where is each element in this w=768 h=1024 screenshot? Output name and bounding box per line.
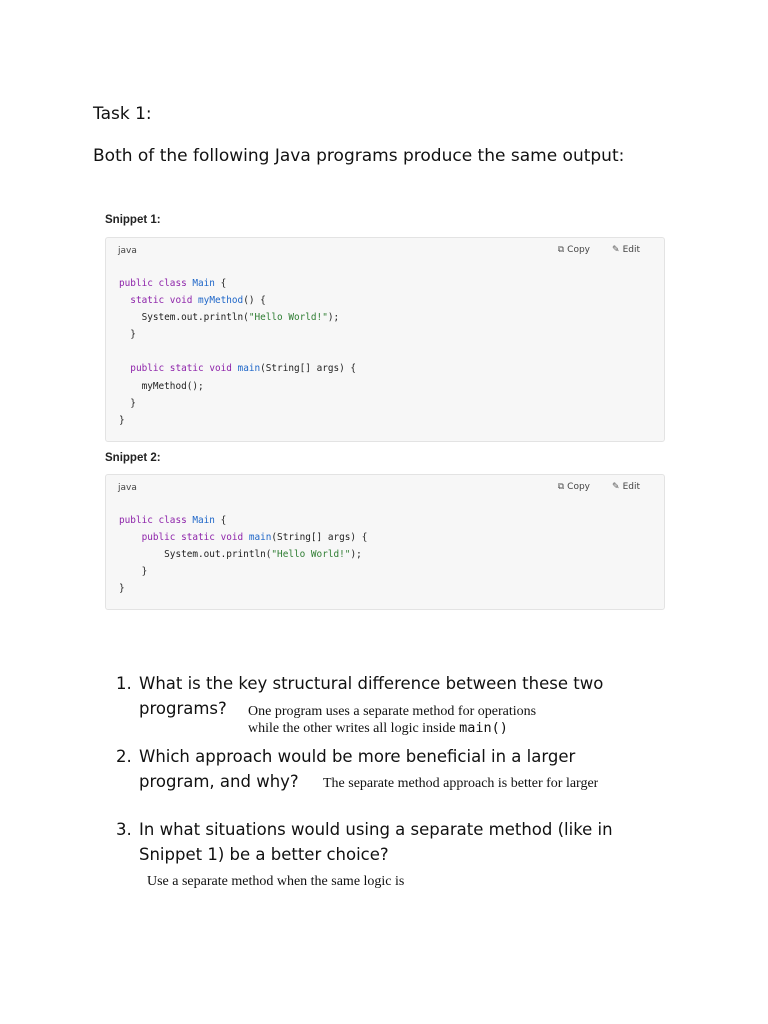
answer-1 [248, 704, 536, 737]
code-line: public static void main(String[] args) { [141, 532, 368, 544]
intro-text: Both of the following Java programs produce the same output: [93, 146, 625, 166]
code-line: } [119, 583, 125, 595]
code-line: static void myMethod() { [130, 295, 266, 307]
copy-label: Copy [567, 482, 591, 492]
edit-label: Edit [622, 245, 640, 255]
copy-button[interactable] [558, 245, 590, 255]
code-line: } [119, 329, 136, 341]
answer-3 [147, 874, 404, 896]
question-text: Which approach would be more beneficial in a larger [139, 747, 576, 766]
copy-icon: ⧉ [557, 245, 565, 255]
edit-icon: ✎ [612, 245, 620, 255]
answer-code: main() [459, 720, 508, 736]
question-text: What is the key structural difference between these two [139, 674, 604, 693]
code-content [119, 275, 356, 429]
answer-text: while the other writes all logic inside [248, 721, 456, 736]
code-language-label: java [118, 246, 137, 256]
code-block-1 [105, 237, 665, 442]
edit-button[interactable] [612, 245, 640, 255]
copy-icon: ⧉ [557, 482, 565, 492]
question-text: Snippet 1) be a better choice? [139, 844, 389, 864]
answer-text: Use a separate method when the same logic is [147, 874, 405, 889]
question-text: program, and why? [139, 771, 299, 791]
question-text: programs? [139, 698, 227, 718]
code-language-label: java [118, 483, 137, 493]
code-line: myMethod(); [119, 380, 204, 392]
code-line: public class Main { [119, 278, 227, 289]
code-line: } [119, 397, 136, 409]
answer-text: One program uses a separate method for operations [248, 704, 537, 719]
code-line: } [119, 566, 148, 578]
question-text: In what situations would using a separate method (like in [139, 820, 613, 839]
task-title: Task 1: [93, 104, 152, 124]
code-content [119, 512, 367, 597]
snippet-2-label: Snippet 2: [105, 452, 161, 464]
edit-icon: ✎ [612, 482, 620, 492]
snippet-1-label: Snippet 1: [105, 214, 161, 226]
edit-button[interactable] [612, 482, 640, 492]
code-actions [558, 245, 640, 255]
code-line: public static void main(String[] args) { [130, 363, 357, 375]
code-line: System.out.println("Hello World!"); [119, 312, 340, 324]
code-block-2 [105, 474, 665, 610]
code-line: System.out.println("Hello World!"); [119, 549, 362, 561]
answer-text: The separate method approach is better for larger [323, 776, 599, 791]
copy-button[interactable] [558, 482, 590, 492]
question-number: 2. [116, 747, 132, 766]
code-line: } [119, 414, 125, 426]
code-actions [558, 482, 640, 492]
question-number: 3. [116, 820, 132, 839]
question-number: 1. [116, 674, 132, 693]
answer-2 [323, 776, 598, 798]
code-line: public class Main { [119, 515, 227, 526]
copy-label: Copy [567, 245, 591, 255]
edit-label: Edit [622, 482, 640, 492]
